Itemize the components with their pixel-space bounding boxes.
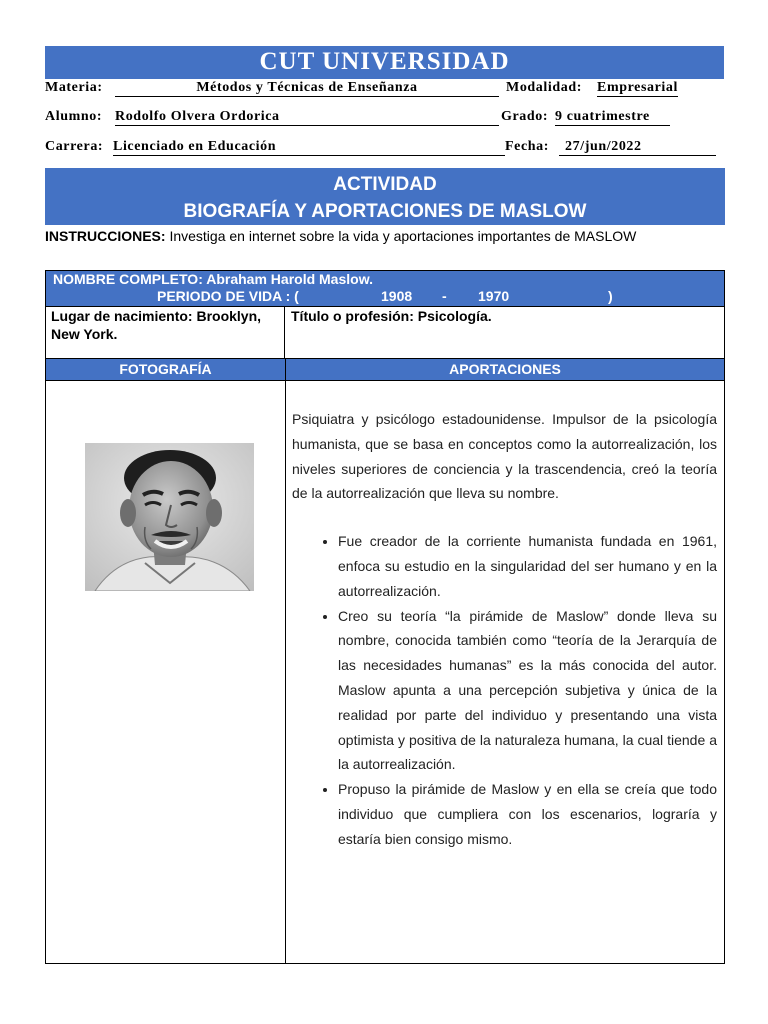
- biography-table: [45, 270, 725, 964]
- carrera-value: Licenciado en Educación: [113, 139, 505, 156]
- maslow-photo: [85, 443, 254, 591]
- list-item: • Fue creador de la corriente humanista fundada en 1961, enfoca su estudio en la singularidad del ser humano y en la autorrealización.: [338, 529, 717, 603]
- fecha-value: 27/jun/2022: [559, 139, 716, 156]
- list-item: • Creo su teoría “la pirámide de Maslow” donde lleva su nombre, conocida también como “teoría de la Jerarquía de las necesidades humanas” es la más conocida del autor. Maslow apunta a una percepción subjetiva y única de la realidad por parte del individuo y presentando una vista optimista y positiva de la naturaleza humana, la cual tiende a la autorrealización.: [338, 604, 717, 778]
- profession-cell: Título o profesión: Psicología.: [291, 308, 492, 324]
- name-period-row: [46, 271, 724, 307]
- fecha-label: Fecha:: [505, 139, 550, 154]
- modalidad-value: Empresarial: [597, 80, 679, 95]
- column-divider: [285, 358, 286, 963]
- contributions-text: [292, 407, 717, 852]
- activity-subtitle: BIOGRAFÍA Y APORTACIONES DE MASLOW: [183, 201, 587, 222]
- period-start: 1908: [381, 288, 413, 304]
- alumno-label: Alumno:: [45, 109, 103, 124]
- full-name: NOMBRE COMPLETO: Abraham Harold Maslow.: [53, 271, 373, 287]
- photo-column-header: FOTOGRAFÍA: [119, 361, 212, 377]
- columns-header-row: [46, 358, 724, 381]
- contributions-intro: Psiquiatra y psicólogo estadounidense. Impulsor de la psicología humanista, que se basa en conceptos como la autorrealización, los niveles superiores de conciencia y la trascendencia, creó la teoría de la autorrealización que lleva su nombre.: [292, 411, 717, 502]
- instructions: [45, 228, 735, 244]
- carrera-row: [45, 139, 725, 161]
- university-title: CUT UNIVERSIDAD: [259, 48, 510, 75]
- grado-value: 9 cuatrimestre: [555, 109, 670, 126]
- activity-header: [45, 168, 725, 225]
- modalidad-label: Modalidad:: [506, 80, 583, 95]
- carrera-label: Carrera:: [45, 139, 104, 154]
- period-end: 1970: [478, 288, 510, 304]
- materia-row: [45, 80, 725, 102]
- alumno-row: [45, 109, 725, 131]
- birthplace-cell: Lugar de nacimiento: Brooklyn, New York.: [46, 307, 285, 358]
- instructions-label: INSTRUCCIONES:: [45, 228, 166, 244]
- materia-value: Métodos y Técnicas de Enseñanza: [115, 80, 499, 97]
- period-dash: -: [442, 288, 447, 304]
- list-item: • Propuso la pirámide de Maslow y en ella se creía que todo individuo que cumpliera con los escenarios, lograría y estaría bien consigo mismo.: [338, 777, 717, 851]
- period-label: PERIODO DE VIDA : (: [157, 288, 299, 304]
- document-title-bar: [45, 46, 724, 79]
- contributions-column-header: APORTACIONES: [449, 361, 561, 377]
- instructions-text: Investiga en internet sobre la vida y aportaciones importantes de MASLOW: [165, 228, 637, 244]
- grado-label: Grado:: [501, 109, 549, 124]
- period-close: ): [608, 288, 613, 304]
- activity-title: ACTIVIDAD: [333, 174, 437, 195]
- alumno-value: Rodolfo Olvera Ordorica: [115, 109, 499, 126]
- contributions-list: [292, 529, 717, 851]
- materia-label: Materia:: [45, 80, 103, 95]
